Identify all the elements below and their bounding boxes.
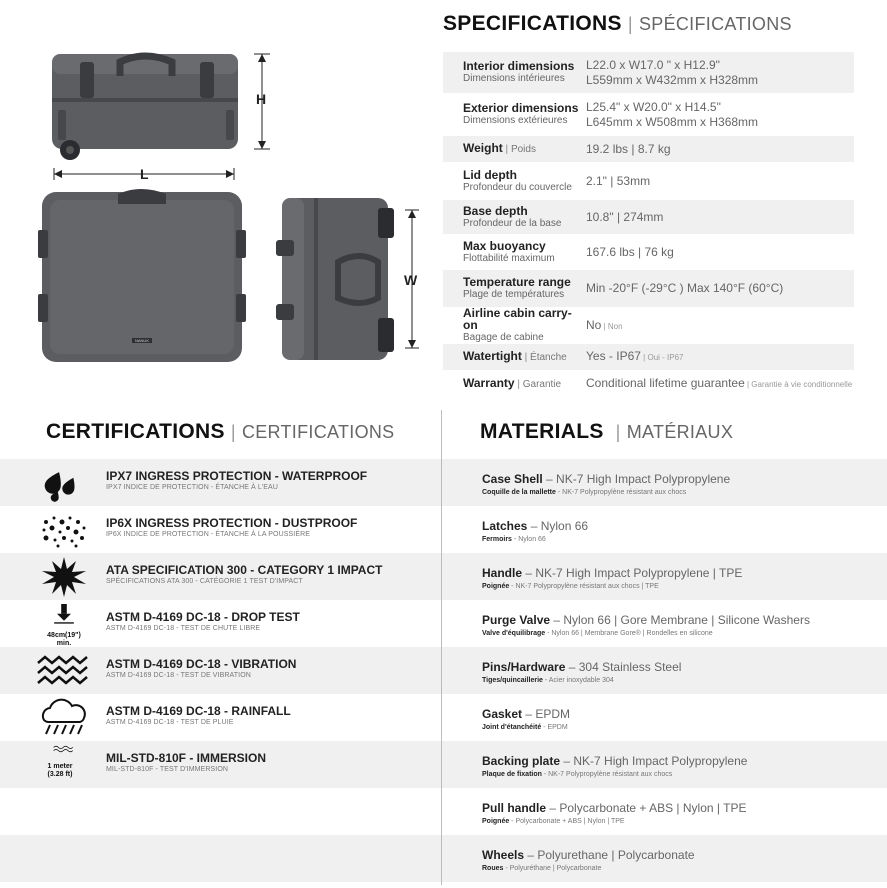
spec-label-fr: Étanche [530, 352, 567, 363]
spec-label: Lid depth [463, 167, 517, 182]
drop-height-caption: 48cm(19") [47, 632, 81, 639]
material-row-case-shell [442, 459, 887, 506]
spec-label: Airline cabin carry-on [463, 306, 572, 332]
material-row-purge-valve [442, 600, 887, 647]
spec-row-weight: Weight | Poids 19.2 lbs | 8.7 kg [443, 136, 854, 162]
spec-value-metric: L559mm x W432mm x H328mm [586, 72, 759, 87]
material-value: – Nylon 66 [527, 519, 589, 533]
cert-title-fr: IP6X INDICE DE PROTECTION - ÉTANCHE À LA POUSSIÈRE [106, 531, 311, 538]
cert-title: IPX7 INGRESS PROTECTION - WATERPROOF [106, 469, 368, 483]
spec-value: 167.6 lbs | 76 kg [586, 244, 674, 259]
material-name-fr: Poignée [482, 818, 510, 825]
cert-title-fr: IPX7 INDICE DE PROTECTION - ÉTANCHE À L'EAU [106, 484, 278, 491]
cert-row-drop-test [0, 600, 441, 647]
cert-title-fr: ASTM D-4169 DC-18 - TEST DE PLUIE [106, 719, 234, 726]
immersion-waves-icon [36, 745, 92, 761]
material-value: – NK-7 High Impact Polypropylene [542, 472, 731, 486]
spec-label: Warranty [463, 376, 515, 390]
spec-row-max-buoyancy [443, 234, 854, 270]
specifications-table [443, 52, 854, 398]
spec-row-warranty: Warranty | Garantie Conditional lifetime guarantee | Garantie à vie conditionnelle [463, 376, 853, 390]
material-row-pull-handle [442, 788, 887, 835]
material-value: – EPDM [522, 707, 571, 721]
material-name-fr: Valve d'équilibrage [482, 630, 546, 637]
material-value-fr: - EPDM [541, 724, 568, 731]
specifications-title-en: SPECIFICATIONS [443, 12, 622, 35]
spec-label-fr: Plage de températures [463, 289, 565, 300]
cert-row-rainfall [0, 694, 441, 741]
material-name-fr: Plaque de fixation [482, 771, 542, 778]
specifications-title-fr: SPÉCIFICATIONS [638, 14, 792, 34]
spec-value-fr: Oui - IP67 [647, 353, 684, 362]
spec-label-fr: Dimensions intérieures [463, 73, 565, 84]
spec-label: Base depth [463, 203, 528, 218]
material-name-fr: Fermoirs [482, 536, 512, 543]
spec-row-temperature-range [443, 270, 854, 307]
cert-title: ASTM D-4169 DC-18 - RAINFALL [106, 704, 291, 718]
material-row-handle [442, 553, 887, 600]
material-value-fr: - Polycarbonate + ABS | Nylon | TPE [509, 818, 625, 825]
vibration-waves-icon [36, 651, 92, 691]
height-dimension-label: H [256, 91, 267, 107]
drop-arrow-icon [36, 604, 92, 632]
spec-row-airline-carry-on: Airline cabin carry-on Bagage de cabine No | Non [463, 306, 623, 343]
certifications-title-fr: CERTIFICATIONS [241, 422, 395, 442]
spec-label-fr: Profondeur du couvercle [463, 181, 572, 193]
material-row-wheels [442, 835, 887, 882]
drop-height-caption-min: min. [56, 640, 72, 647]
material-name-fr: Poignée [482, 583, 510, 590]
spec-label: Watertight [463, 349, 522, 363]
material-name: Case Shell [482, 472, 543, 486]
material-name: Backing plate [482, 754, 561, 768]
cert-title-fr: ASTM D-4169 DC-18 - TEST DE CHUTE LIBRE [106, 625, 261, 632]
dust-particles-icon [36, 510, 92, 550]
material-name: Gasket [482, 707, 523, 721]
spec-value: 10.8" | 274mm [586, 209, 664, 224]
spec-row-watertight: Watertight | Étanche Yes - IP67 | Oui - IP67 [443, 344, 854, 370]
spec-label: Temperature range [463, 275, 571, 289]
spec-label-fr: Garantie [522, 379, 562, 390]
material-value-fr: - NK-7 Polypropylène résistant aux chocs | TPE [509, 583, 659, 590]
spec-label-fr: Bagage de cabine [463, 332, 544, 343]
material-row-gasket [442, 694, 887, 741]
spec-value-metric: L645mm x W508mm x H368mm [586, 114, 759, 129]
cert-row-waterproof [0, 459, 441, 506]
materials-title-en: MATERIALS [480, 420, 604, 443]
spec-row-base-depth [443, 200, 854, 234]
spec-value-fr: Garantie à vie conditionnelle [751, 380, 853, 389]
spec-row-exterior-dimensions [443, 93, 854, 136]
cert-title: IP6X INGRESS PROTECTION - DUSTPROOF [106, 516, 358, 530]
cert-title-fr: SPÉCIFICATIONS ATA 300 - CATÉGORIE 1 TEST D'IMPACT [106, 578, 303, 585]
material-value: – Polyurethane | Polycarbonate [524, 848, 695, 862]
case-front-view-image [274, 194, 424, 370]
cert-title-fr: ASTM D-4169 DC-18 - TEST DE VIBRATION [106, 672, 251, 679]
cert-row-immersion [0, 741, 441, 788]
material-value-fr: - NK-7 Polypropylène résistant aux chocs [541, 771, 673, 778]
material-name: Purge Valve [482, 613, 551, 627]
case-side-view-image [40, 40, 280, 165]
spec-value: Yes - IP67 [586, 349, 641, 363]
spec-label: Exterior dimensions [463, 101, 579, 115]
certifications-title: CERTIFICATIONS | CERTIFICATIONS [46, 420, 395, 443]
material-value: – 304 Stainless Steel [565, 660, 682, 674]
cert-row-impact [0, 553, 441, 600]
material-value: – Nylon 66 | Gore Membrane | Silicone Washers [550, 613, 810, 627]
length-dimension-label: L [140, 166, 149, 182]
materials-title: MATERIALS | MATÉRIAUX [480, 420, 734, 443]
specifications-title: SPECIFICATIONS | SPÉCIFICATIONS [443, 12, 792, 35]
spec-value: Min -20°F (-29°C ) Max 140°F (60°C) [586, 281, 784, 295]
spec-value: No [586, 317, 602, 332]
material-name: Pins/Hardware [482, 660, 566, 674]
material-value-fr: - Nylon 66 | Membrane Gore® | Rondelles en silicone [545, 630, 713, 637]
material-name: Latches [482, 519, 528, 533]
spec-row-interior-dimensions [443, 52, 854, 93]
spec-value: 19.2 lbs | 8.7 kg [586, 141, 671, 156]
spec-value: Conditional lifetime guarantee [586, 376, 745, 390]
cert-row-empty [0, 788, 441, 835]
width-dimension-label: W [404, 272, 418, 288]
material-name-fr: Joint d'étanchéité [482, 724, 542, 731]
cert-title: MIL-STD-810F - IMMERSION [106, 751, 267, 765]
cert-title: ASTM D-4169 DC-18 - DROP TEST [106, 610, 300, 624]
spec-value: L22.0 x W17.0 " x H12.9" [586, 57, 720, 72]
case-top-view-image [36, 168, 248, 368]
impact-burst-icon [36, 557, 92, 597]
cert-title: ASTM D-4169 DC-18 - VIBRATION [106, 657, 297, 671]
spec-value: 2.1" | 53mm [586, 173, 651, 188]
spec-label-fr: Profondeur de la base [463, 217, 562, 229]
immersion-depth-caption-ft: (3.28 ft) [47, 771, 73, 778]
material-name-fr: Coquille de la mallette [482, 489, 556, 496]
materials-list [442, 459, 887, 882]
material-name-fr: Roues [482, 865, 504, 872]
certifications-title-en: CERTIFICATIONS [46, 420, 225, 443]
material-name: Wheels [482, 848, 525, 862]
cert-row-vibration [0, 647, 441, 694]
material-value: – NK-7 High Impact Polypropylene | TPE [522, 566, 743, 580]
spec-label: Interior dimensions [463, 59, 575, 73]
rain-cloud-icon [36, 698, 92, 738]
spec-row-lid-depth [443, 162, 854, 200]
spec-value: L25.4" x W20.0" x H14.5" [586, 99, 721, 114]
material-name-fr: Tiges/quincaillerie [482, 677, 543, 684]
spec-label-fr: Poids [510, 144, 536, 155]
certifications-list [0, 459, 441, 882]
spec-label-fr: Flottabilité maximum [463, 252, 555, 264]
material-value-fr: - Acier inoxydable 304 [542, 677, 614, 684]
case-brand-logo: NANUK [134, 338, 150, 343]
material-value-fr: - NK-7 Polypropylène résistant aux chocs [555, 489, 687, 496]
material-value: – Polycarbonate + ABS | Nylon | TPE [546, 801, 747, 815]
material-name: Handle [482, 566, 523, 580]
material-row-latches [442, 506, 887, 553]
materials-title-fr: MATÉRIAUX [626, 422, 734, 442]
material-row-pins-hardware [442, 647, 887, 694]
spec-label: Weight [463, 141, 503, 155]
water-drops-icon [36, 463, 92, 503]
material-value-fr: - Polyuréthane | Polycarbonate [503, 865, 602, 872]
spec-label: Max buoyancy [463, 238, 546, 253]
cert-row-empty [0, 835, 441, 882]
cert-title: ATA SPECIFICATION 300 - CATEGORY 1 IMPACT [106, 563, 383, 577]
cert-title-fr: MIL-STD-810F - TEST D'IMMERSION [106, 766, 229, 773]
material-value-fr: - Nylon 66 [511, 536, 546, 543]
immersion-depth-caption: 1 meter [47, 763, 73, 770]
material-name: Pull handle [482, 801, 547, 815]
material-value: – NK-7 High Impact Polypropylene [560, 754, 748, 768]
spec-label-fr: Dimensions extérieures [463, 115, 568, 126]
cert-row-dustproof [0, 506, 441, 553]
spec-value-fr: Non [607, 321, 623, 331]
material-row-backing-plate [442, 741, 887, 788]
